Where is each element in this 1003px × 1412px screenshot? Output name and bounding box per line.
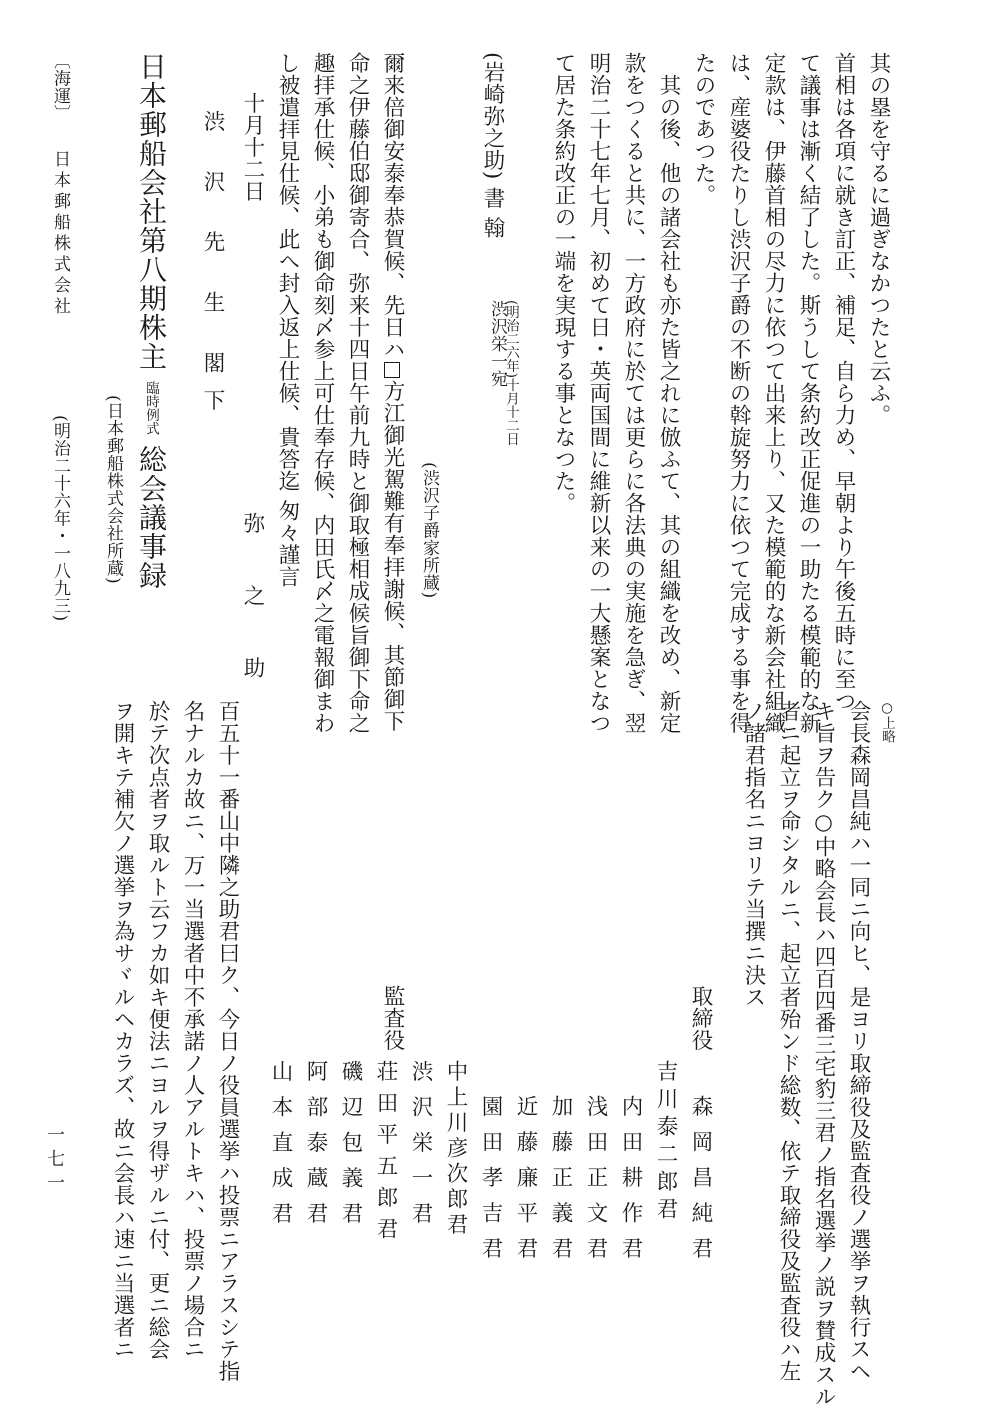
narrative-line-6: たのであつた。 xyxy=(691,52,716,206)
narrative-line-9: 明治二十七年七月、初めて日・英両国間に維新以来の一大懸案となつ xyxy=(586,52,611,734)
director-name: 園田孝吉君 xyxy=(478,1095,503,1273)
director-name: 吉川泰二郎君 xyxy=(653,1060,678,1225)
page-number: 一七一 xyxy=(44,1125,65,1197)
letter-signature: 弥 之 助 xyxy=(240,512,265,701)
director-name: 中上川彦次郎君 xyxy=(443,1060,468,1239)
narrative-line-4: 定款は、伊藤首相の尽力に依つて出来上り、又た模範的な新会社組織 xyxy=(761,52,786,734)
director-name: 加藤正義君 xyxy=(548,1095,573,1273)
margin-section: 〔海運〕 xyxy=(50,52,70,122)
auditor-name: 山本直成君 xyxy=(268,1060,293,1238)
minutes-line-2: キ旨ヲ告ク○中略会長ハ四百四番三宅豹三君ノ指名選挙ノ説ヲ賛成スル xyxy=(811,700,836,1408)
director-name: 近藤廉平君 xyxy=(513,1095,538,1273)
letter-body-line-2: 命之伊藤伯邸御寄合、弥来十四日午前九時と御取極相成候旨御下命之 xyxy=(345,52,370,734)
letter-date-note: (明治二六年)十月十二日 xyxy=(503,300,519,446)
narrative-line-8: 款をつくると共に、一方政府に於ては更らに各法典の実施を急ぎ、翌 xyxy=(621,52,646,734)
record-title-annotation xyxy=(137,381,165,435)
omit-mark: ○上略 xyxy=(879,700,895,743)
blank-box-icon xyxy=(384,362,400,378)
narrative-line-7: 其の後、他の諸会社も亦た皆之れに倣ふて、其の組織を改め、新定 xyxy=(656,74,681,734)
narrative-line-2: 首相は各項に就き訂正、補足、自ら力め、早朝より午後五時に至つ xyxy=(831,52,856,712)
letter-body-line-1 xyxy=(382,52,404,732)
auditors-label: 監査役 xyxy=(380,985,405,1051)
record-title-end: 総会議事録 xyxy=(135,444,168,590)
narrative-line-3: て議事は漸く結了した。斯うして条約改正促進の一助たる模範的な新 xyxy=(796,52,821,734)
letter-source: (渋沢子爵家所蔵) xyxy=(419,462,439,599)
margin-company: 日本郵船株式会社 xyxy=(50,150,70,318)
margin-year: (明治二十六年・一八九三) xyxy=(50,415,70,622)
letter-addressee: 渋沢栄一宛 xyxy=(487,300,507,388)
director-name: 浅田正文君 xyxy=(583,1095,608,1273)
narrative-line-1: 其の塁を守るに過ぎなかつたと云ふ。 xyxy=(866,52,891,426)
closing-line-2: 名ナルカ故ニ、万一当選者中不承諾ノ人アルトキハ、投票ノ場合ニ xyxy=(180,700,205,1360)
letter-body-line-1a: 爾来倍御安泰奉恭賀候、先日ハ xyxy=(380,52,405,360)
closing-line-1: 百五十一番山中隣之助君曰ク、今日ノ役員選挙ハ投票ニアラスシテ指 xyxy=(215,700,240,1382)
record-title-small-b: 例式 xyxy=(143,407,159,435)
minutes-line-3: 者ニ起立ヲ命シタルニ、起立者殆ンド総数、依テ取締役及監査役ハ左 xyxy=(776,700,801,1382)
minutes-line-4: ノ諸君指名ニヨリテ当撰ニ決ス xyxy=(741,700,766,1008)
record-title-main: 日本郵船会社第八期株主 xyxy=(135,52,168,371)
letter-body-line-3: 趣拝承仕候、小弟も御命刻〆参上可仕奉存候、内田氏〆之電報御まわ xyxy=(310,52,335,734)
record-title xyxy=(135,52,168,590)
narrative-line-5: は、産婆役たりし渋沢子爵の不断の斡旋努力に依つて完成する事を得 xyxy=(726,52,751,734)
letter-body-line-4: し被遣拝見仕候、此へ封入返上仕候、貴答迄 匆々謹言 xyxy=(275,52,300,588)
directors-label: 取締役 xyxy=(688,985,713,1051)
auditor-name: 渋沢栄一君 xyxy=(408,1060,433,1238)
minutes-line-1: 会長森岡昌純ハ一同ニ向ヒ、是ヨリ取締役及監査役ノ選挙ヲ執行スヘ xyxy=(846,700,871,1382)
closing-line-4: ヲ開キテ補欠ノ選挙ヲ為サヾルヘカラズ、故ニ会長ハ速ニ当選者ニ xyxy=(110,700,135,1360)
narrative-line-10: て居た条約改正の一端を実現する事となつた。 xyxy=(551,52,576,514)
auditor-name: 阿部泰蔵君 xyxy=(303,1060,328,1238)
letter-date: 十月十二日 xyxy=(240,92,265,202)
record-holding: (日本郵船株式会社所蔵) xyxy=(103,395,123,585)
auditor-name: 荘田平五郎君 xyxy=(373,1060,398,1249)
director-name: 森岡昌純君 xyxy=(688,1095,713,1273)
letter-recipient: 渋 沢 先 生 閣下 xyxy=(200,110,225,427)
letter-body-line-1b: 方江御光駕難有奉拝謝候、其節御下 xyxy=(380,380,405,732)
record-title-small-a: 臨時 xyxy=(143,380,159,408)
director-name: 内田耕作君 xyxy=(618,1095,643,1273)
auditor-name: 磯辺包義君 xyxy=(338,1060,363,1238)
closing-line-3: 於テ次点者ヲ取ルト云フカ如キ便法ニヨルヲ得ザルニ付、更ニ総会 xyxy=(145,700,170,1360)
letter-heading: (岩崎弥之助) 書 翰 xyxy=(480,52,505,239)
